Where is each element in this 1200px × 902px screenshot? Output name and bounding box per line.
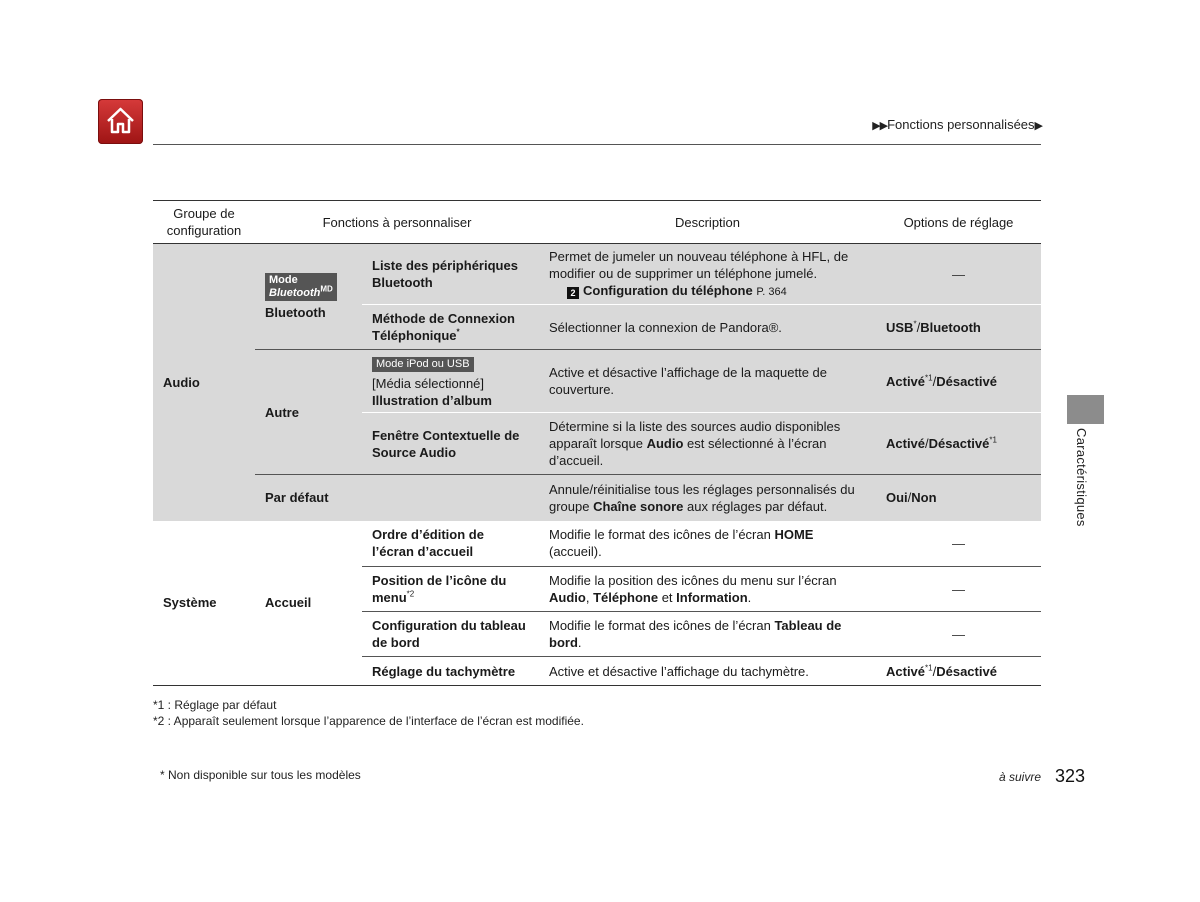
table-header-row: [153, 201, 1041, 244]
description-cell: Sélectionner la connexion de Pandora®.: [539, 305, 876, 350]
breadcrumb-arrow-end-icon: ▶: [1034, 120, 1042, 132]
option-cell: Activé$^{*1}$/Désactivé: [876, 350, 1041, 413]
option-cell: USB*/Bluetooth: [876, 305, 1041, 350]
function-cell: Liste des périphériques Bluetooth: [372, 258, 518, 290]
home-icon[interactable]: [98, 99, 143, 144]
footnote-1: *1 : Réglage par défaut: [153, 698, 277, 712]
settings-table: [153, 200, 1041, 686]
subgroup-bluetooth-label: Bluetooth: [265, 304, 326, 320]
page-number: 323: [1055, 766, 1086, 786]
section-tab[interactable]: [1067, 395, 1104, 424]
house-glyph: [104, 104, 137, 137]
breadcrumb-arrow-icon: ▶▶: [872, 120, 888, 132]
mode-ipod-usb-tag: Mode iPod ou USB: [372, 357, 474, 372]
option-cell: —: [952, 535, 965, 551]
continued-label: à suivre: [999, 770, 1042, 784]
option-cell: —: [876, 567, 1041, 612]
description-cell: Active et désactive l’affichage du tachymètre.: [539, 657, 876, 686]
subgroup-bluetooth: [255, 244, 362, 350]
function-cell: Configuration du tableau de bord: [362, 612, 539, 657]
description-cell: Annule/réinitialise tous les réglages personnalisés du groupe Chaîne sonore aux réglages par défaut.: [539, 475, 876, 521]
group-systeme: Système: [153, 521, 255, 686]
availability-note: * Non disponible sur tous les modèles: [160, 768, 361, 782]
option-cell: —: [876, 612, 1041, 657]
section-tab-label: Caractéristiques: [1074, 428, 1089, 527]
option-cell: Activé$^{*1}$/Désactivé: [876, 657, 1041, 686]
group-audio: Audio: [163, 374, 200, 390]
description-cell: Modifie la position des icônes du menu sur l’écran Audio, Téléphone et Information.: [539, 567, 876, 612]
option-cell: —: [952, 266, 965, 282]
header-group: Groupe de configuration: [153, 201, 255, 244]
table-row: [153, 475, 1041, 521]
reference-arrow-icon: 2: [567, 287, 579, 299]
header-functions: Fonctions à personnaliser: [255, 201, 539, 244]
function-cell: Réglage du tachymètre: [362, 657, 539, 686]
description-cell: Détermine si la liste des sources audio disponibles apparaît lorsque Audio est sélectionné à l’écran d’accueil.: [539, 413, 876, 475]
cross-reference-link[interactable]: 2 Configuration du téléphone P. 364: [549, 283, 787, 298]
function-cell: Ordre d’édition de l’écran d’accueil: [372, 527, 484, 560]
function-cell: Fenêtre Contextuelle de Source Audio: [362, 413, 539, 475]
function-cell: Position de l’icône du menu$^{*2}$: [362, 567, 539, 612]
mode-bluetooth-tag: Mode Bluetooth$^{MD}$: [265, 273, 337, 301]
footnotes: [153, 697, 584, 729]
header-rule: [153, 144, 1041, 145]
header-description: Description: [539, 201, 876, 244]
description-cell: Modifie le format des icônes de l’écran HOME (accueil).: [549, 527, 814, 560]
function-cell: Méthode de Connexion Téléphonique*: [362, 305, 539, 350]
footnote-2: *2 : Apparaît seulement lorsque l’apparence de l’interface de l’écran est modifiée.: [153, 714, 584, 728]
header-options: Options de réglage: [876, 201, 1041, 244]
breadcrumb[interactable]: [872, 117, 1042, 132]
description-cell: Permet de jumeler un nouveau téléphone à HFL, de modifier ou de supprimer un téléphone jumelé. 2 Configuration du téléphone P. 364: [549, 248, 849, 298]
subgroup-accueil: Accueil: [255, 521, 362, 686]
option-cell: Oui/Non: [876, 475, 1041, 521]
function-cell: Mode iPod ou USB [Média sélectionné] Illustration d’album: [362, 350, 539, 413]
table-row: [153, 244, 1041, 305]
breadcrumb-label: Fonctions personnalisées: [887, 117, 1035, 132]
subgroup-autre: Autre: [255, 350, 362, 475]
table-row: [153, 350, 1041, 413]
function-cell: Par défaut: [255, 475, 539, 521]
description-cell: Active et désactive l’affichage de la maquette de couverture.: [539, 350, 876, 413]
option-cell: Activé/Désactivé$^{*1}$: [876, 413, 1041, 475]
table-row: [153, 521, 1041, 567]
description-cell: Modifie le format des icônes de l’écran Tableau de bord.: [539, 612, 876, 657]
